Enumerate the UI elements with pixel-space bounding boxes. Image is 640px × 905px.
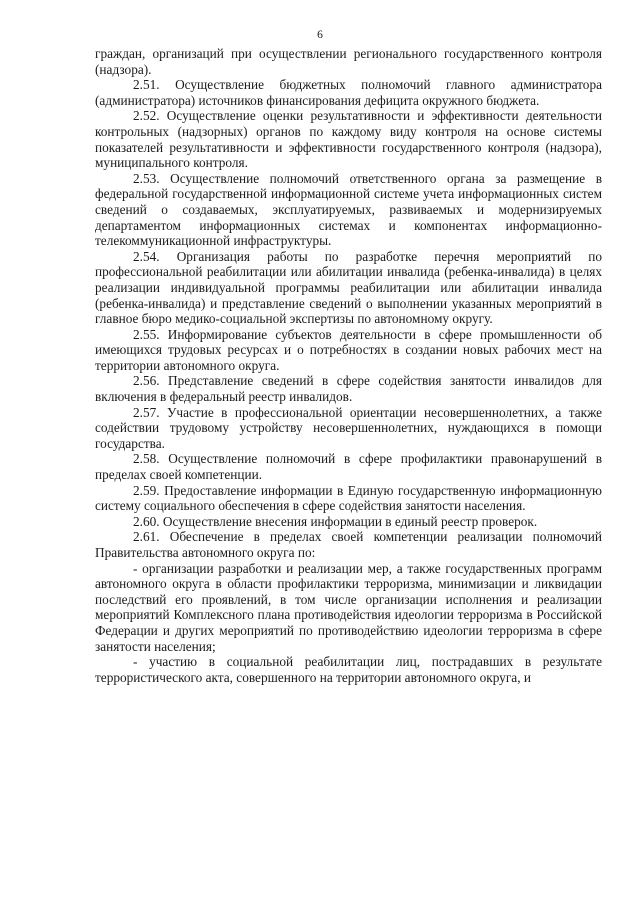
paragraph-2-61: 2.61. Обеспечение в пределах своей компетенции реализации полномочий Правительства автономного округа по: bbox=[95, 529, 602, 560]
page-number: 6 bbox=[317, 29, 323, 41]
paragraph-2-59: 2.59. Предоставление информации в Единую государственную информационную систему социального обеспечения в сфере содействия занятости населения. bbox=[95, 482, 602, 514]
paragraph-2-51: 2.51. Осуществление бюджетных полномочий главного администратора (администратора) источников финансирования дефицита окружного бюджета. bbox=[95, 77, 602, 108]
document-body bbox=[95, 46, 602, 685]
list-item-terrorism-prevention: - организации разработки и реализации мер, а также государственных программ автономного округа в области профилактики терроризма, минимизации и ликвидации последствий его проявлений, в том числе организации исполнения и реализации мероприятий Комплексного плана противодействия идеологии терроризма в Российской Федерации и других мероприятий по противодействию идеологии терроризма в сфере занятости населения; bbox=[95, 560, 602, 654]
paragraph-2-56: 2.56. Представление сведений в сфере содействия занятости инвалидов для включения в федеральный реестр инвалидов. bbox=[95, 373, 602, 405]
paragraph-2-52: 2.52. Осуществление оценки результативности и эффективности деятельности контрольных (надзорных) органов по каждому виду контроля на основе системы показателей результативности и эффективности государственного контроля (надзора), муниципального контроля. bbox=[95, 108, 602, 171]
paragraph-2-60: 2.60. Осуществление внесения информации в единый реестр проверок. bbox=[133, 513, 538, 529]
list-item-victim-rehabilitation: - участию в социальной реабилитации лиц, пострадавших в результате террористического акта, совершенного на территории автономного округа, и bbox=[95, 654, 602, 685]
paragraph-2-50-continuation: граждан, организаций при осуществлении регионального государственного контроля (надзора). bbox=[95, 46, 602, 77]
paragraph-2-55: 2.55. Информирование субъектов деятельности в сфере промышленности об имеющихся трудовых ресурсах и о потребностях в создании новых рабочих мест на территории автономного округа. bbox=[95, 326, 602, 373]
paragraph-2-54: 2.54. Организация работы по разработке перечня мероприятий по профессиональной реабилитации или абилитации инвалида (ребенка-инвалида) в целях реализации индивидуальной программы реабилитации или абилитации инвалида (ребенка-инвалида) и представление сведений о выполнении указанных мероприятий в главное бюро медико-социальной экспертизы по автономному округу. bbox=[95, 248, 602, 327]
paragraph-2-53: 2.53. Осуществление полномочий ответственного органа за размещение в федеральной государственной информационной системе учета информационных систем сведений о создаваемых, эксплуатируемых, развиваемых и модернизируемых департаментом информационных системах и компонентах информационно-телекоммуникационной инфраструктуры. bbox=[95, 170, 602, 249]
paragraph-2-57: 2.57. Участие в профессиональной ориентации несовершеннолетних, а также содействии трудовому устройству несовершеннолетних, нуждающихся в помощи государства. bbox=[95, 404, 602, 451]
paragraph-2-58: 2.58. Осуществление полномочий в сфере профилактики правонарушений в пределах своей компетенции. bbox=[95, 451, 602, 483]
